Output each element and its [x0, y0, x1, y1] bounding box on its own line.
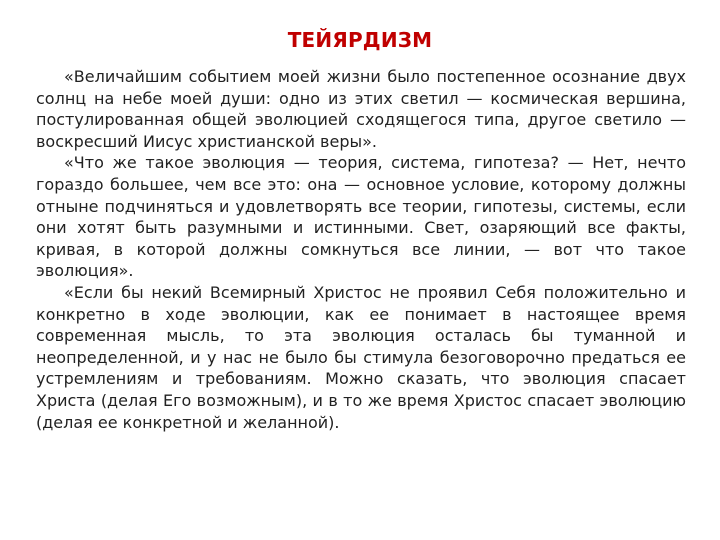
quote-paragraph-1: «Величайшим событием моей жизни было постепенное осознание двух солнц на небе моей души: одно из этих светил — космическая вершина, постулированная общей эволюцией сходящегося типа, другое светило — воскресший Иисус христианской веры».: [36, 67, 686, 151]
slide-body: [36, 66, 686, 433]
quote-paragraph-2: «Что же такое эволюция — теория, система, гипотеза? — Нет, нечто гораздо большее, чем все это: она — основное условие, которому должны отныне подчиняться и удовлетворять все теории, гипотезы, системы, если они хотят быть разумными и истинными. Свет, озаряющий все факты, кривая, в которой должны сомкнуться все линии, — вот что такое эволюция».: [36, 153, 686, 281]
quote-paragraph-3: «Если бы некий Всемирный Христос не проявил Себя положительно и конкретно в ходе эволюции, как ее понимает в настоящее время современная мысль, то эта эволюция осталась бы туманной и неопределенной, и у нас не было бы стимула безоговорочно предаться ее устремлениям и требованиям. Можно сказать, что эволюция спасает Христа (делая Его возможным), и в то же время Христос спасает эволюцию (делая ее конкретной и желанной).: [36, 282, 686, 432]
slide-title: ТЕЙЯРДИЗМ: [287, 28, 433, 52]
